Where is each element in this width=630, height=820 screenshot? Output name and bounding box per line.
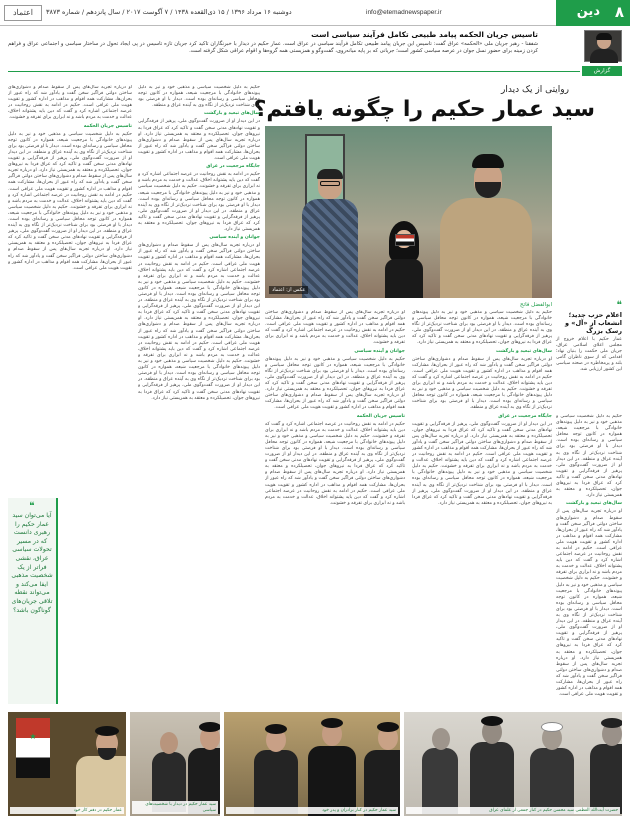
subhead: سال‌های تبعید و بازگشت: [495, 348, 552, 354]
text-column-4: او درباره تجربه سال‌های پس از سقوط صدام و دشواری‌های ساختن دولتی فراگیر سخن گفت و یادآور شد که راه عبور از بحران‌ها، مشارکت همه اقوام و مذاهب در اداره کشور و تقویت هویت ملی عراقی است. حکیم در ادامه به نقش روحانیت در عرصه اجتماعی اشاره کرد و گفت که دین باید پشتوانه اخلاق، عدالت و خدمت به مردم باشد و نه ابزاری برای تفرقه و خشونت. تاسیس جریان الحکمه حکیم به دلیل شخصیت سیاسی و مذهبی خود و نیز به دلیل پیوندهای خانوادگی با مرجعیت شیعه، همواره در کانون توجه محافل سیاسی و رسانه‌ای بوده است. دیدار با او فرصتی بود برای شناخت نزدیک‌تر از نگاه وی به آینده عراق و منطقه. در این دیدار او از ضرورت گفت‌وگوی ملی، پرهیز از فرقه‌گرایی و تقویت نهادهای مدنی سخن گفت و تاکید کرد که عراق فردا به نیروهای جوان، تحصیلکرده و معتقد به همزیستی نیاز دارد. او درباره تجربه سال‌های پس از سقوط صدام و دشواری‌های ساختن دولتی فراگیر سخن گفت و یادآور شد که راه عبور از بحران‌ها، مشارکت همه اقوام و مذاهب در اداره کشور و تقویت هویت ملی عراقی است. حکیم در ادامه به نقش روحانیت در عرصه اجتماعی اشاره کرد و گفت که دین باید پشتوانه اخلاق، عدالت و خدمت به مردم باشد و نه ابزاری برای تفرقه و خشونت. حکیم به دلیل شخصیت سیاسی و مذهبی خود و نیز به دلیل پیوندهای خانوادگی با مرجعیت شیعه، همواره در کانون توجه محافل سیاسی و رسانه‌ای بوده است. دیدار با او فرصتی بود برای شناخت نزدیک‌تر از نگاه وی به آینده عراق و منطقه. در این دیدار او از ضرورت گفت‌وگوی ملی، پرهیز از فرقه‌گرایی و تقویت نهادهای مدنی سخن گفت و تاکید کرد که عراق فردا به نیروهای جوان، تحصیلکرده و معتقد به همزیستی نیاز دارد. او درباره تجربه سال‌های پس از سقوط صدام و دشواری‌های ساختن دولتی فراگیر سخن گفت و یادآور شد که راه عبور از بحران‌ها، مشارکت همه اقوام و مذاهب در اداره کشور و تقویت هویت ملی عراقی است.: [8, 85, 132, 271]
photo-boy: [300, 171, 360, 298]
subhead: سال‌های تبعید و بازگشت: [203, 111, 260, 117]
subhead: تاسیس جریان الحکمه: [83, 123, 132, 129]
report-label: گزارش: [582, 66, 622, 76]
mid-text-columns: [265, 310, 552, 705]
strip-photo-1: [404, 712, 622, 816]
strip-caption-2: سید عمار حکیم در کنار برادران و پدر خود: [226, 807, 398, 815]
email-link[interactable]: info@etemadnewspaper.ir: [366, 9, 442, 16]
sidebar-body: عمار حکیم با اعلام خروج از مجلس اعلای اسلامی عراق، جریان ملی حکمت را بنیان نهاد؛ اقدامی که از سوی ناظران گامی بلند و پرمخاطره در صحنه سیاسی این کشور ارزیابی شد.: [556, 337, 622, 372]
quote-mark-icon: ❝: [29, 501, 35, 512]
strip-photo-4: ★ عمار حکیم در دفتر کار خود: [8, 712, 126, 816]
sidebar-box: [556, 300, 622, 410]
subhead: جوانان و آینده سیاسی: [209, 235, 260, 241]
page-header: [0, 0, 630, 26]
text-column-1: حکیم به دلیل شخصیت سیاسی و مذهبی خود و نیز به دلیل پیوندهای خانوادگی با مرجعیت شیعه، همواره در کانون توجه محافل سیاسی و رسانه‌ای بوده است. دیدار با او فرصتی بود برای شناخت نزدیک‌تر از نگاه وی به آینده عراق و منطقه. در این دیدار او از ضرورت گفت‌وگوی ملی، پرهیز از فرقه‌گرایی و تقویت نهادهای مدنی سخن گفت و تاکید کرد که عراق فردا به نیروهای جوان، تحصیلکرده و معتقد به همزیستی نیاز دارد. سال‌های تبعید و بازگشت او درباره تجربه سال‌های پس از سقوط صدام و دشواری‌های ساختن دولتی فراگیر سخن گفت و یادآور شد که راه عبور از بحران‌ها، مشارکت همه اقوام و مذاهب در اداره کشور و تقویت هویت ملی عراقی است. حکیم در ادامه به نقش روحانیت در عرصه اجتماعی اشاره کرد و گفت که دین باید پشتوانه اخلاق، عدالت و خدمت به مردم باشد و نه ابزاری برای تفرقه و خشونت. حکیم به دلیل شخصیت سیاسی و مذهبی خود و نیز به دلیل پیوندهای خانوادگی با مرجعیت شیعه، همواره در کانون توجه محافل سیاسی و رسانه‌ای بوده است. دیدار با او فرصتی بود برای شناخت نزدیک‌تر از نگاه وی به آینده عراق و منطقه. جایگاه مرجعیت در عراق در این دیدار او از ضرورت گفت‌وگوی ملی، پرهیز از فرقه‌گرایی و تقویت نهادهای مدنی سخن گفت و تاکید کرد که عراق فردا به نیروهای جوان، تحصیلکرده و معتقد به همزیستی نیاز دارد. او درباره تجربه سال‌های پس از سقوط صدام و دشواری‌های ساختن دولتی فراگیر سخن گفت و یادآور شد که راه عبور از بحران‌ها، مشارکت همه اقوام و مذاهب در اداره کشور و تقویت هویت ملی عراقی است. حکیم در ادامه به نقش روحانیت در عرصه اجتماعی اشاره کرد و گفت که دین باید پشتوانه اخلاق، عدالت و خدمت به مردم باشد و نه ابزاری برای تفرقه و خشونت. حکیم به دلیل شخصیت سیاسی و مذهبی خود و نیز به دلیل پیوندهای خانوادگی با مرجعیت شیعه، همواره در کانون توجه محافل سیاسی و رسانه‌ای بوده است. دیدار با او فرصتی بود برای شناخت نزدیک‌تر از نگاه وی به آینده عراق و منطقه. در این دیدار او از ضرورت گفت‌وگوی ملی، پرهیز از فرقه‌گرایی و تقویت نهادهای مدنی سخن گفت و تاکید کرد که عراق فردا به نیروهای جوان، تحصیلکرده و معتقد به همزیستی نیاز دارد.: [412, 310, 552, 506]
section-divider: [8, 71, 580, 72]
subhead: جایگاه مرجعیت در عراق: [206, 164, 260, 170]
pull-quote-text: آیا می‌توان سید عمار حکیم را رهبری دانست که در مسیر تحولات سیاسی عراق، نقشی فراتر از یک شخصیت مذهبی ایفا می‌کند و می‌تواند نقطه تلاقی جریان‌های گوناگون باشد؟: [11, 512, 53, 614]
subhead: تاسیس جریان الحکمه: [356, 413, 405, 419]
lede-portrait: [584, 30, 622, 62]
strip-caption-3: سید عمار حکیم در دیدار با شخصیت‌های سیاسی: [132, 801, 218, 814]
byline: ابوالفضل فاتح: [520, 302, 552, 308]
text-column-3: حکیم به دلیل شخصیت سیاسی و مذهبی خود و نیز به دلیل پیوندهای خانوادگی با مرجعیت شیعه، همواره در کانون توجه محافل سیاسی و رسانه‌ای بوده است. دیدار با او فرصتی بود برای شناخت نزدیک‌تر از نگاه وی به آینده عراق و منطقه. سال‌های تبعید و بازگشت در این دیدار او از ضرورت گفت‌وگوی ملی، پرهیز از فرقه‌گرایی و تقویت نهادهای مدنی سخن گفت و تاکید کرد که عراق فردا به نیروهای جوان، تحصیلکرده و معتقد به همزیستی نیاز دارد. او درباره تجربه سال‌های پس از سقوط صدام و دشواری‌های ساختن دولتی فراگیر سخن گفت و یادآور شد که راه عبور از بحران‌ها، مشارکت همه اقوام و مذاهب در اداره کشور و تقویت هویت ملی عراقی است. جایگاه مرجعیت در عراق حکیم در ادامه به نقش روحانیت در عرصه اجتماعی اشاره کرد و گفت که دین باید پشتوانه اخلاق، عدالت و خدمت به مردم باشد و نه ابزاری برای تفرقه و خشونت. حکیم به دلیل شخصیت سیاسی و مذهبی خود و نیز به دلیل پیوندهای خانوادگی با مرجعیت شیعه، همواره در کانون توجه محافل سیاسی و رسانه‌ای بوده است. دیدار با او فرصتی بود برای شناخت نزدیک‌تر از نگاه وی به آینده عراق و منطقه. در این دیدار او از ضرورت گفت‌وگوی ملی، پرهیز از فرقه‌گرایی و تقویت نهادهای مدنی سخن گفت و تاکید کرد که عراق فردا به نیروهای جوان، تحصیلکرده و معتقد به همزیستی نیاز دارد. جوانان و آینده سیاسی او درباره تجربه سال‌های پس از سقوط صدام و دشواری‌های ساختن دولتی فراگیر سخن گفت و یادآور شد که راه عبور از بحران‌ها، مشارکت همه اقوام و مذاهب در اداره کشور و تقویت هویت ملی عراقی است. حکیم در ادامه به نقش روحانیت در عرصه اجتماعی اشاره کرد و گفت که دین باید پشتوانه اخلاق، عدالت و خدمت به مردم باشد و نه ابزاری برای تفرقه و خشونت. حکیم به دلیل شخصیت سیاسی و مذهبی خود و نیز به دلیل پیوندهای خانوادگی با مرجعیت شیعه، همواره در کانون توجه محافل سیاسی و رسانه‌ای بوده است. دیدار با او فرصتی بود برای شناخت نزدیک‌تر از نگاه وی به آینده عراق و منطقه. در این دیدار او از ضرورت گفت‌وگوی ملی، پرهیز از فرقه‌گرایی و تقویت نهادهای مدنی سخن گفت و تاکید کرد که عراق فردا به نیروهای جوان، تحصیلکرده و معتقد به همزیستی نیاز دارد. او درباره تجربه سال‌های پس از سقوط صدام و دشواری‌های ساختن دولتی فراگیر سخن گفت و یادآور شد که راه عبور از بحران‌ها، مشارکت همه اقوام و مذاهب در اداره کشور و تقویت هویت ملی عراقی است. حکیم در ادامه به نقش روحانیت در عرصه اجتماعی اشاره کرد و گفت که دین باید پشتوانه اخلاق، عدالت و خدمت به مردم باشد و نه ابزاری برای تفرقه و خشونت. حکیم به دلیل شخصیت سیاسی و مذهبی خود و نیز به دلیل پیوندهای خانوادگی با مرجعیت شیعه، همواره در کانون توجه محافل سیاسی و رسانه‌ای بوده است. دیدار با او فرصتی بود برای شناخت نزدیک‌تر از نگاه وی به آینده عراق و منطقه. در این دیدار او از ضرورت گفت‌وگوی ملی، پرهیز از فرقه‌گرایی و تقویت نهادهای مدنی سخن گفت و تاکید کرد که عراق فردا به نیروهای جوان، تحصیلکرده و معتقد به همزیستی نیاز دارد.: [138, 85, 260, 401]
newspaper-logo: اعتماد: [4, 5, 42, 21]
photo-girl: [383, 221, 425, 298]
article-headline: سید عمار حکیم را چگونه یافتم؟: [253, 97, 595, 122]
strip-caption-1: حضرت آیت‌الله العظمی سید محسن حکیم در کنار جمعی از علمای عراق: [406, 807, 620, 815]
strip-photo-3: [130, 712, 220, 816]
photo-credit: عکس از: اعتماد: [269, 286, 308, 294]
flag-icon: [395, 234, 415, 246]
text-column-right: حکیم به دلیل شخصیت سیاسی و مذهبی خود و نیز به دلیل پیوندهای خانوادگی با مرجعیت شیعه، همواره در کانون توجه محافل سیاسی و رسانه‌ای بوده است. دیدار با او فرصتی بود برای شناخت نزدیک‌تر از نگاه وی به آینده عراق و منطقه. در این دیدار او از ضرورت گفت‌وگوی ملی، پرهیز از فرقه‌گرایی و تقویت نهادهای مدنی سخن گفت و تاکید کرد که عراق فردا به نیروهای جوان، تحصیلکرده و معتقد به همزیستی نیاز دارد. سال‌های تبعید و بازگشت او درباره تجربه سال‌های پس از سقوط صدام و دشواری‌های ساختن دولتی فراگیر سخن گفت و یادآور شد که راه عبور از بحران‌ها، مشارکت همه اقوام و مذاهب در اداره کشور و تقویت هویت ملی عراقی است. حکیم در ادامه به نقش روحانیت در عرصه اجتماعی اشاره کرد و گفت که دین باید پشتوانه اخلاق، عدالت و خدمت به مردم باشد و نه ابزاری برای تفرقه و خشونت. حکیم به دلیل شخصیت سیاسی و مذهبی خود و نیز به دلیل پیوندهای خانوادگی با مرجعیت شیعه، همواره در کانون توجه محافل سیاسی و رسانه‌ای بوده است. دیدار با او فرصتی بود برای شناخت نزدیک‌تر از نگاه وی به آینده عراق و منطقه. در این دیدار او از ضرورت گفت‌وگوی ملی، پرهیز از فرقه‌گرایی و تقویت نهادهای مدنی سخن گفت و تاکید کرد که عراق فردا به نیروهای جوان، تحصیلکرده و معتقد به همزیستی نیاز دارد. او درباره تجربه سال‌های پس از سقوط صدام و دشواری‌های ساختن دولتی فراگیر سخن گفت و یادآور شد که راه عبور از بحران‌ها، مشارکت همه اقوام و مذاهب در اداره کشور و تقویت هویت ملی عراقی است.: [556, 414, 622, 698]
pull-quote: [8, 498, 58, 704]
lede-body: شفقنا - رهبر جریان ملی «الحکمه» عراق گفت: تاسیس این جریان پیامد طبیعی تکامل فرآیند سیاسی در عراق است. عمار حکیم در دیدار با خبرنگاران تاکید کرد جریان تازه تاسیس در پی ایجاد تحول در ساختار سیاسی و اجتماعی عراق و فراهم کردن زمینه برای حضور نسل جوان در عرصه سیاسی کشور است؛ جریانی که بر پایه میانه‌روی، گفت‌وگو و همزیستی همه گروه‌ها و اقوام عراقی شکل گرفته است.: [8, 41, 538, 54]
main-photo: [265, 126, 552, 298]
subhead: جایگاه مرجعیت در عراق: [498, 413, 552, 419]
strip-caption-4: عمار حکیم در دفتر کار خود: [10, 807, 124, 815]
photo-strip: [8, 712, 622, 816]
lede-story: [8, 30, 538, 62]
photo-cleric: [440, 154, 532, 298]
date-line: دوشنبه ۱۶ مرداد ۱۳۹۶ / ۱۵ ذی‌القعده ۱۴۳۸ / ۷ آگوست ۲۰۱۷ / سال پانزدهم / شماره ۳۸۷۳: [46, 8, 292, 16]
strip-photo-2: [224, 712, 400, 816]
text-column-2: او درباره تجربه سال‌های پس از سقوط صدام و دشواری‌های ساختن دولتی فراگیر سخن گفت و یادآور شد که راه عبور از بحران‌ها، مشارکت همه اقوام و مذاهب در اداره کشور و تقویت هویت ملی عراقی است. حکیم در ادامه به نقش روحانیت در عرصه اجتماعی اشاره کرد و گفت که دین باید پشتوانه اخلاق، عدالت و خدمت به مردم باشد و نه ابزاری برای تفرقه و خشونت. جوانان و آینده سیاسی حکیم به دلیل شخصیت سیاسی و مذهبی خود و نیز به دلیل پیوندهای خانوادگی با مرجعیت شیعه، همواره در کانون توجه محافل سیاسی و رسانه‌ای بوده است. دیدار با او فرصتی بود برای شناخت نزدیک‌تر از نگاه وی به آینده عراق و منطقه. در این دیدار او از ضرورت گفت‌وگوی ملی، پرهیز از فرقه‌گرایی و تقویت نهادهای مدنی سخن گفت و تاکید کرد که عراق فردا به نیروهای جوان، تحصیلکرده و معتقد به همزیستی نیاز دارد. او درباره تجربه سال‌های پس از سقوط صدام و دشواری‌های ساختن دولتی فراگیر سخن گفت و یادآور شد که راه عبور از بحران‌ها، مشارکت همه اقوام و مذاهب در اداره کشور و تقویت هویت ملی عراقی است. تاسیس جریان الحکمه حکیم در ادامه به نقش روحانیت در عرصه اجتماعی اشاره کرد و گفت که دین باید پشتوانه اخلاق، عدالت و خدمت به مردم باشد و نه ابزاری برای تفرقه و خشونت. حکیم به دلیل شخصیت سیاسی و مذهبی خود و نیز به دلیل پیوندهای خانوادگی با مرجعیت شیعه، همواره در کانون توجه محافل سیاسی و رسانه‌ای بوده است. دیدار با او فرصتی بود برای شناخت نزدیک‌تر از نگاه وی به آینده عراق و منطقه. در این دیدار او از ضرورت گفت‌وگوی ملی، پرهیز از فرقه‌گرایی و تقویت نهادهای مدنی سخن گفت و تاکید کرد که عراق فردا به نیروهای جوان، تحصیلکرده و معتقد به همزیستی نیاز دارد. او درباره تجربه سال‌های پس از سقوط صدام و دشواری‌های ساختن دولتی فراگیر سخن گفت و یادآور شد که راه عبور از بحران‌ها، مشارکت همه اقوام و مذاهب در اداره کشور و تقویت هویت ملی عراقی است. حکیم در ادامه به نقش روحانیت در عرصه اجتماعی اشاره کرد و گفت که دین باید پشتوانه اخلاق، عدالت و خدمت به مردم باشد و نه ابزاری برای تفرقه و خشونت.: [265, 310, 405, 506]
section-banner: [556, 0, 630, 26]
article-kicker: روایتی از یک دیدار: [501, 85, 569, 95]
subhead: سال‌های تبعید و بازگشت: [565, 501, 622, 507]
lede-title: تاسیس جریان الحکمه پیامد طبیعی تکامل فرآیند سیاسی است: [311, 30, 538, 39]
page-number: ۸: [614, 3, 624, 21]
section-title: دین: [576, 4, 600, 19]
subhead: جوانان و آینده سیاسی: [354, 348, 405, 354]
quote-mark-icon: ❝: [616, 300, 622, 311]
iraq-flag-icon: [16, 718, 50, 778]
sidebar-title: اعلام حزب جدید؛ انشعاب از «آل» و رسک بزرگ: [565, 311, 622, 335]
